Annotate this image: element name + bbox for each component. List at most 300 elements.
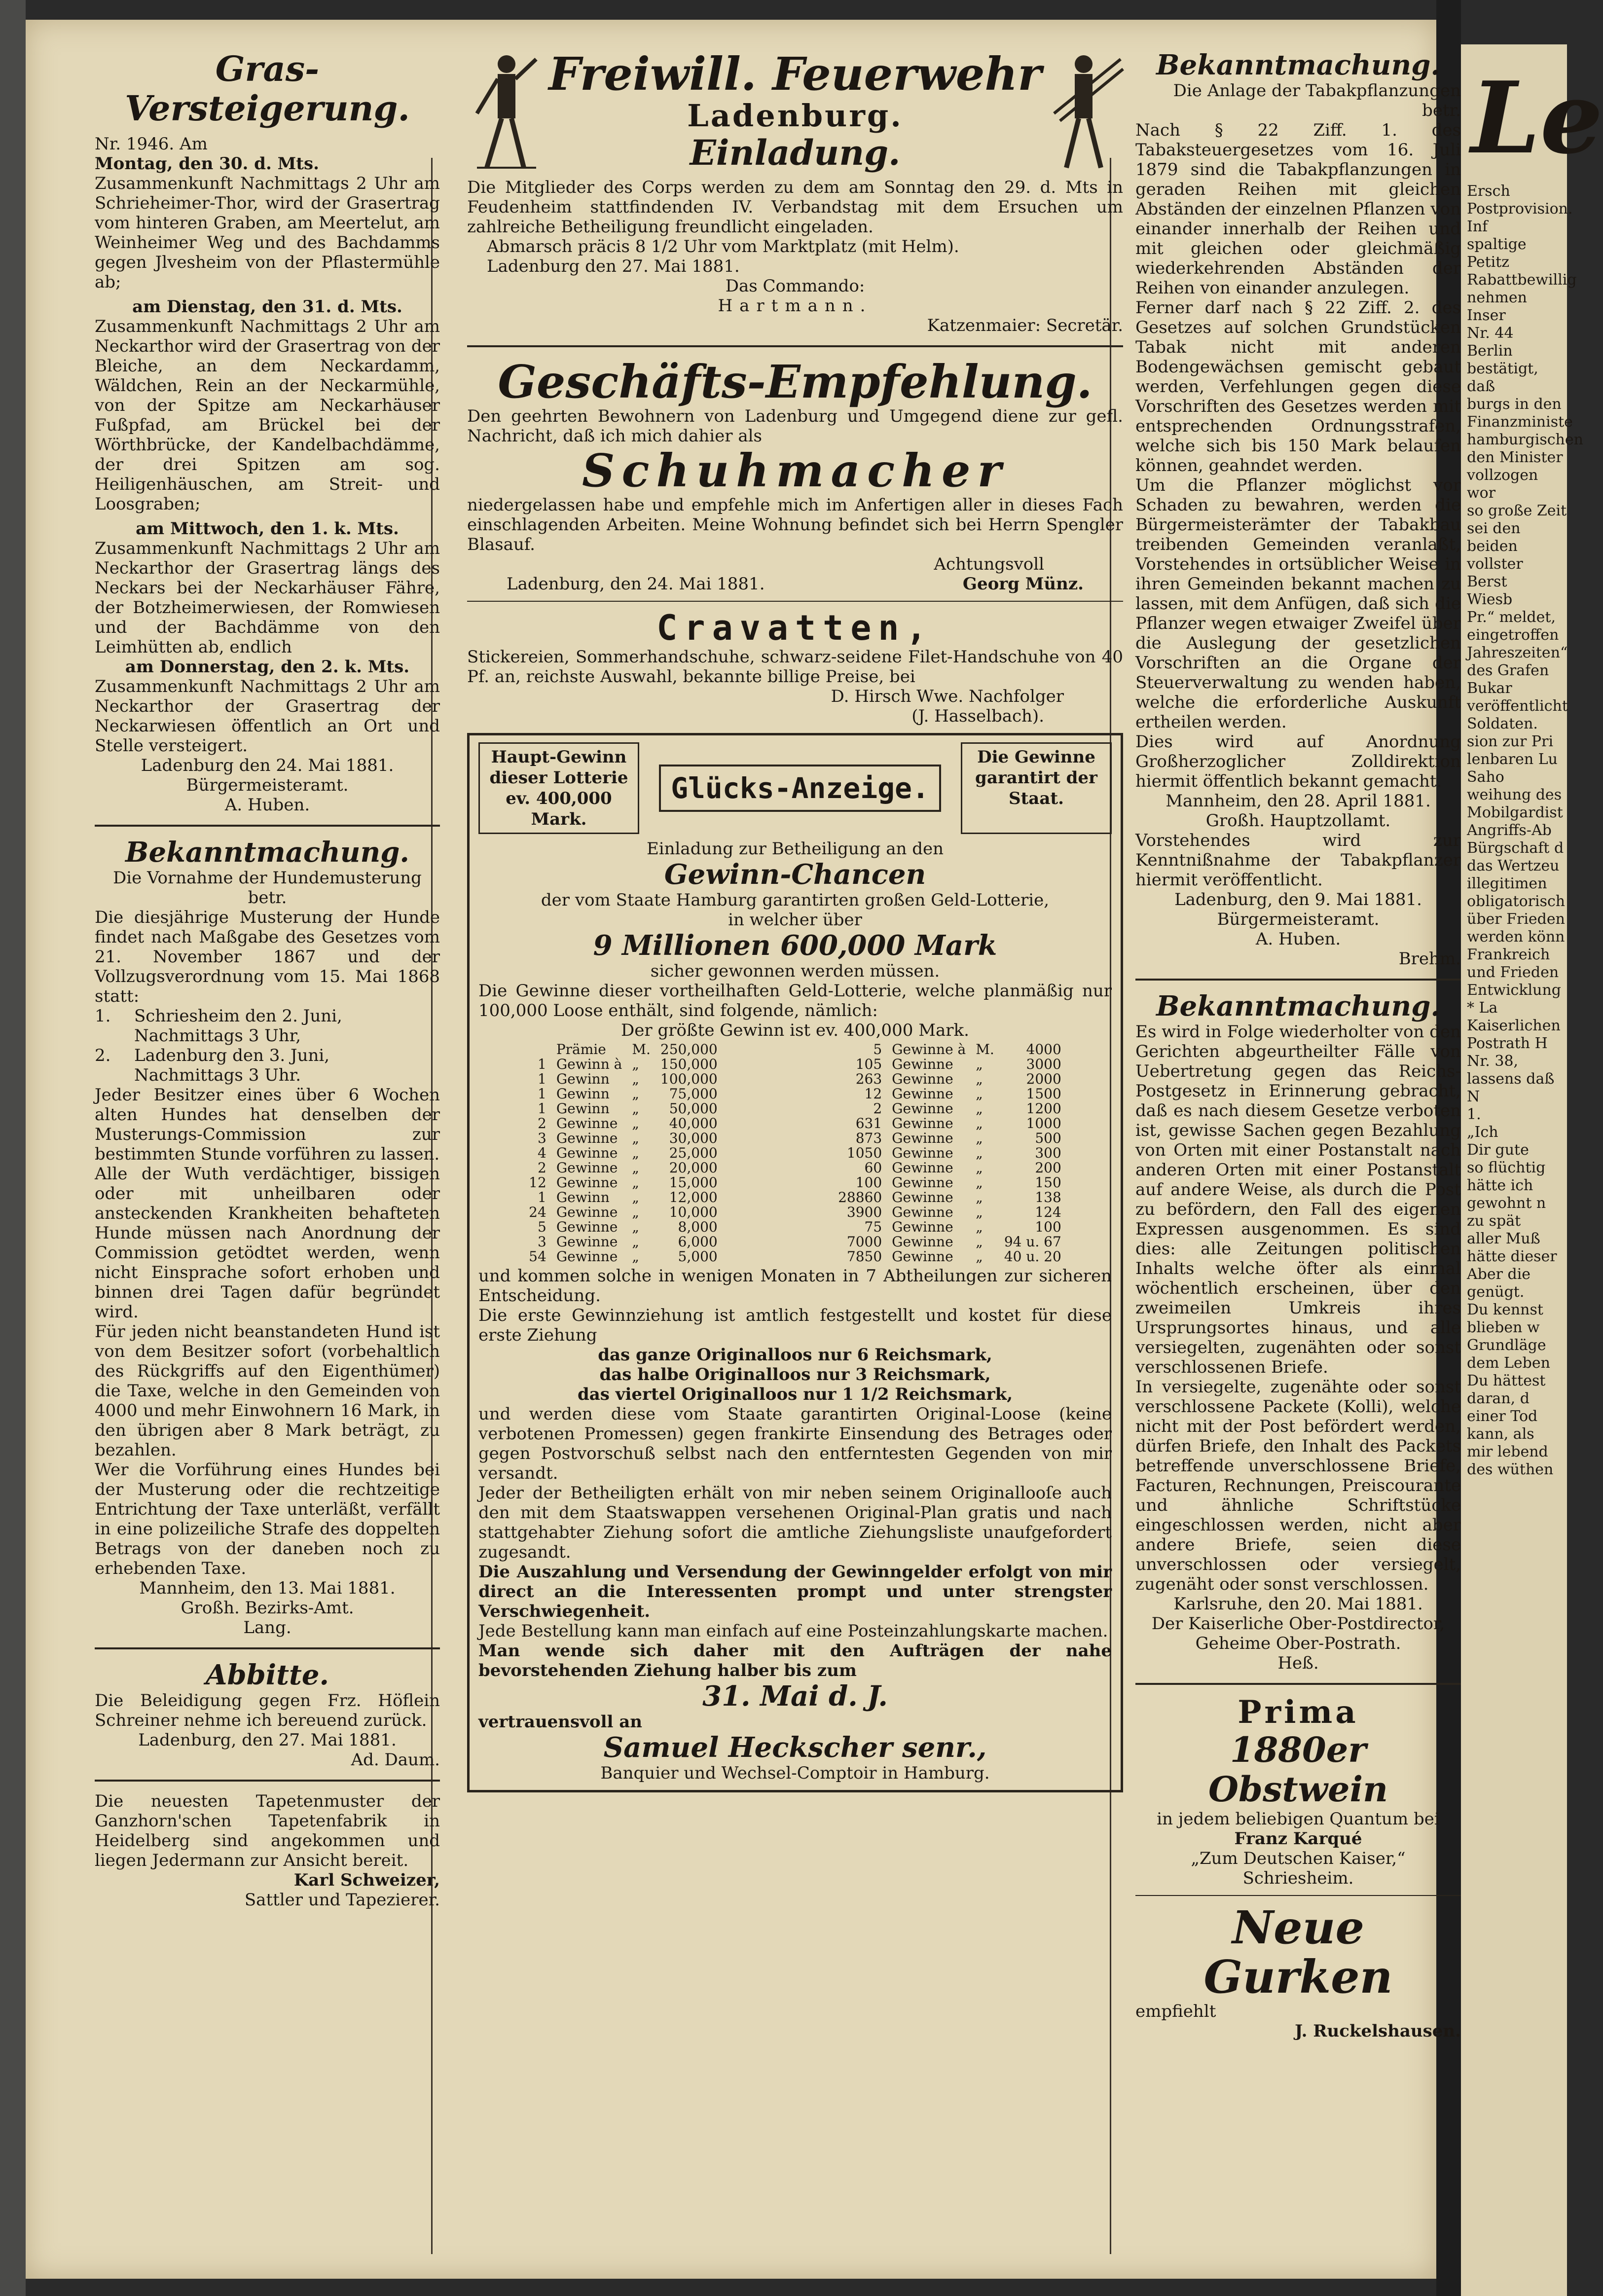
prize-cell: Gewinne (556, 1160, 618, 1176)
adjacent-text-line: Saho (1467, 768, 1504, 786)
prize-cell (524, 1042, 551, 1057)
notice-office: Großh. Hauptzollamt. (1205, 811, 1391, 831)
obstwein-notice (1135, 1695, 1461, 1888)
prize-cell: „ (632, 1086, 639, 1102)
fireman-figure-icon (467, 49, 541, 178)
prize-cell: 28860 (838, 1189, 882, 1205)
prize-cell: Gewinne (892, 1145, 953, 1161)
prize-cell: „ (976, 1086, 983, 1102)
prize-cell: 5,000 (678, 1248, 718, 1265)
lottery-price: das viertel Originalloos nur 1 1/2 Reichsmark, (577, 1385, 1013, 1404)
notice-office: Der Kaiserliche Ober-Postdirector, Geheime Ober-Postrath. (1151, 1614, 1445, 1653)
list-item (95, 1046, 440, 1085)
adjacent-text-line: Pr.“ meldet, (1467, 609, 1556, 626)
adjacent-text-line: nehmen Inser (1467, 289, 1527, 324)
prize-cell: 150,000 (660, 1056, 718, 1072)
adjacent-masthead: Le (1471, 60, 1603, 176)
lottery-advert (467, 733, 1123, 1792)
adjacent-text-line: lenbaren Lu (1467, 751, 1558, 768)
prize-cell: 100,000 (660, 1071, 718, 1087)
prize-cell: 1 (537, 1189, 546, 1205)
section-rule (467, 601, 1123, 602)
prize-cell: Gewinn (556, 1189, 610, 1205)
notice-paragraph: Die diesjährige Musterung der Hunde findet nach Maßgabe des Gesetzes vom 21. November 1867 und der Vollzugsverordnung vom 15. Mai 1868 statt: (95, 908, 440, 1006)
prize-cell: Gewinn (556, 1100, 610, 1117)
adjacent-text-line: Grundläge (1467, 1337, 1546, 1354)
adjacent-text-line: Rabattbewillig (1467, 271, 1577, 289)
newspaper-page (26, 20, 1461, 2279)
auction-day: am Donnerstag, den 2. k. Mts. (125, 657, 410, 677)
column-right (1135, 49, 1461, 2041)
book-binding (0, 0, 26, 2296)
prize-cell: 2000 (1026, 1071, 1061, 1087)
list-text: Schriesheim den 2. Juni, Nachmittags 3 Uhr, (134, 1006, 342, 1046)
notice-signer: (J. Hasselbach). (911, 706, 1044, 726)
notice-paragraph: Nach § 22 Ziff. 1. des Tabaksteuergesetzes vom 16. Juli 1879 sind die Tabakpflanzungen in geraden Reihen mit gleichen Abständen der einzelnen Pflanzen von einander innerhalb der Reihen und mit gleichen oder gleichmäßig wiederkehrenden Abständen der Reihen von einander anzulegen. (1135, 120, 1461, 298)
post-notice (1135, 990, 1461, 1673)
notice-closing: Achtungsvoll (934, 554, 1044, 574)
prize-cell: 3 (537, 1130, 546, 1146)
prize-cell: Gewinne (556, 1219, 618, 1235)
lottery-line: Die Auszahlung und Versendung der Gewinngelder erfolgt von mir direct an die Interessenten prompt und unter strengster Verschwiegenheit. (478, 1562, 1112, 1621)
notice-paragraph: Um die Pflanzer möglichst vor Schaden zu bewahren, werden die Bürgermeisterämter der Tabakbau treibenden Gemeinden veranlaßt, Vorstehendes in ortsüblicher Weise in ihren Gemeinden bekannt machen zu lassen, mit dem Anfügen, daß sich die Pflanzer wegen etwaiger Zweifel über die Auslegung der gesetzlichen Vorschriften an die Organe der Steuerverwaltung zu wenden haben, welche die erforderliche Auskunft ertheilen werden. (1135, 475, 1461, 732)
prize-table-left (524, 1042, 723, 1264)
prize-cell: „ (632, 1160, 639, 1176)
notice-paragraph: Abmarsch präcis 8 1/2 Uhr vom Marktplatz (mit Helm). (487, 237, 959, 256)
prize-row (524, 1116, 723, 1131)
lottery-box-left: Haupt-Gewinn dieser Lotterie ev. 400,000 Mark. (478, 742, 639, 834)
adjacent-text-line: Mobilgardist (1467, 804, 1563, 821)
notice-paragraph: Den geehrten Bewohnern von Ladenburg und Umgegend diene zur gefl. Nachricht, daß ich mich dahier als (467, 406, 1123, 446)
prize-cell: 1 (537, 1056, 546, 1072)
adjacent-text-line: Bürgschaft d (1467, 839, 1564, 857)
notice-signer: D. Hirsch Wwe. Nachfolger (831, 687, 1064, 706)
prize-cell: „ (976, 1145, 983, 1161)
prize-cell: „ (632, 1219, 639, 1235)
notice-title: Gras- (215, 48, 320, 89)
notice-place: „Zum Deutschen Kaiser,“ Schriesheim. (1191, 1849, 1406, 1888)
prize-row (524, 1131, 723, 1146)
prize-cell: Gewinne à (892, 1041, 966, 1057)
tapeten-notice (95, 1791, 440, 1910)
prize-row (833, 1205, 1066, 1220)
prize-cell: „ (976, 1100, 983, 1117)
prize-row (833, 1235, 1066, 1249)
notice-paragraph: Vorstehendes wird zur Kenntnißnahme der Tabakpflanzer hiermit veröffentlicht. (1135, 831, 1461, 890)
prize-cell: Gewinne (556, 1174, 618, 1191)
prize-cell: Gewinne (556, 1204, 618, 1220)
notice-signer: J. Ruckelshausen. (1295, 2021, 1461, 2041)
lottery-line: in welcher über (728, 910, 862, 930)
adjacent-text-line: Wiesb (1467, 591, 1513, 608)
notice-signer: Franz Karqué (1234, 1829, 1362, 1849)
prize-cell: 2 (873, 1100, 882, 1117)
notice-office: Bürgermeisteramt. (186, 775, 349, 795)
prize-cell: 75 (864, 1219, 882, 1235)
prize-cell: „ (632, 1100, 639, 1117)
prize-cell: 2 (537, 1115, 546, 1131)
notice-title: Cravatten, (656, 608, 934, 648)
prize-cell: Gewinne (556, 1248, 618, 1265)
adjacent-text-line: hätte dieser (1467, 1248, 1557, 1265)
adjacent-text-line: dem Leben (1467, 1354, 1550, 1372)
lottery-banker: Samuel Heckscher senr., (603, 1731, 987, 1764)
notice-title: Bekanntmachung. (1156, 990, 1440, 1022)
prize-cell: 7000 (846, 1234, 882, 1250)
prize-cell: Gewinne (556, 1115, 618, 1131)
auction-text: Zusammenkunft Nachmittags 2 Uhr am Neckarthor der Grasertrag der Neckarwiesen öffentlich an Ort und Stelle versteigert. (95, 677, 440, 756)
prize-cell: Gewinne (892, 1160, 953, 1176)
adjacent-text-line: vollzogen wor (1467, 467, 1538, 502)
prize-cell: Gewinne (892, 1219, 953, 1235)
prize-row (833, 1220, 1066, 1235)
lottery-line: Jede Bestellung kann man einfach auf eine Posteinzahlungskarte machen. (478, 1621, 1108, 1641)
adjacent-text-line: lassens daß (1467, 1070, 1555, 1088)
prize-cell: 3900 (846, 1204, 882, 1220)
prize-cell: 250,000 (660, 1041, 718, 1057)
notice-secretary: Katzenmaier: Secretär. (927, 316, 1123, 335)
adjacent-text-line: Soldaten. (1467, 715, 1538, 732)
notice-date: Ladenburg den 24. Mai 1881. (141, 756, 394, 775)
prize-row (524, 1249, 723, 1264)
adjacent-text-line: Ersch (1467, 182, 1510, 200)
prize-cell: „ (976, 1219, 983, 1235)
abbitte-notice (95, 1659, 440, 1770)
adjacent-text-line: Du hättest (1467, 1372, 1546, 1389)
prize-cell: „ (632, 1145, 639, 1161)
prize-cell: 4000 (1026, 1041, 1061, 1057)
prize-row (524, 1175, 723, 1190)
adjacent-text-line: Aber die (1467, 1266, 1531, 1283)
adjacent-text-line: daran, d (1467, 1390, 1530, 1407)
prize-cell: Gewinne (556, 1234, 618, 1250)
prize-cell: 50,000 (669, 1100, 718, 1117)
adjacent-text-line: 1. (1467, 1106, 1481, 1123)
prize-row (524, 1190, 723, 1205)
notice-signer: Karl Schweizer, (293, 1870, 440, 1890)
prize-cell: M. (976, 1041, 994, 1057)
notice-signer: Brehm. (1398, 949, 1461, 969)
adjacent-page (1461, 44, 1603, 2296)
prize-cell: Prämie (556, 1041, 606, 1057)
prize-row (833, 1190, 1066, 1205)
auction-day: am Dienstag, den 31. d. Mts. (132, 297, 402, 317)
adjacent-text-line: Berlin (1467, 342, 1513, 360)
adjacent-text-line: Finanzministe (1467, 413, 1573, 431)
prize-cell: Gewinne (556, 1145, 618, 1161)
adjacent-text-line: kann, als (1467, 1425, 1534, 1443)
adjacent-text-line: Bukar (1467, 680, 1512, 697)
prize-cell: 40 u. 20 (1004, 1248, 1061, 1265)
auction-text: Zusammenkunft Nachmittags 2 Uhr am Neckarthor wird der Grasertrag von der Bleiche, an dem Neckardamm, Wäldchen, Rein an der Neckarmühle, von der Spitze am Neckarhäuser Fußpfad, am Brückel bei der Wörthbrücke, der Kandelbachdämme, der drei Spitzen am sog. Heiligenhäuschen, am Streit- und Loosgraben; (95, 317, 440, 514)
prize-cell: 5 (537, 1219, 546, 1235)
lottery-line: Die Gewinne dieser vortheilhaften Geld-Lotterie, welche planmäßig nur 100,000 Loose enthält, sind folgende, nämlich: (478, 981, 1112, 1020)
lottery-line: der vom Staate Hamburg garantirten großen Geld-Lotterie, (541, 890, 1050, 910)
notice-paragraph: Alle der Wuth verdächtiger, bissigen oder mit unheilbaren oder ansteckenden Krankheiten behafteten Hunde müssen nach Anordnung der Commission getödtet werden, wenn nicht Einsprache sofort erhoben und binnen drei Tagen dafür begründet wird. (95, 1164, 440, 1322)
adjacent-text-line: blieben w (1467, 1319, 1540, 1336)
adjacent-text-line: Postprovision. (1467, 200, 1573, 218)
adjacent-text-line: das Wertzeu (1467, 857, 1560, 875)
lottery-line: und kommen solche in wenigen Monaten in 7 Abtheilungen zur sicheren Entscheidung. (478, 1266, 1112, 1306)
lottery-line: Einladung zur Betheiligung an den (646, 839, 944, 859)
notice-title: Versteigerung. (125, 88, 410, 129)
notice-title: Bekanntmachung. (125, 836, 409, 869)
adjacent-text-line: so große Zeit (1467, 502, 1567, 519)
prize-cell: 40,000 (669, 1115, 718, 1131)
prize-cell: „ (632, 1174, 639, 1191)
adjacent-text-line: „Ich (1467, 1124, 1498, 1141)
feuerwehr-notice (467, 49, 1123, 335)
prize-row (833, 1249, 1066, 1264)
lottery-header (478, 742, 1112, 834)
prize-cell: 263 (855, 1071, 882, 1087)
adjacent-text-line: hamburgischen (1467, 431, 1583, 448)
notice-date: Ladenburg, den 27. Mai 1881. (138, 1730, 397, 1750)
prize-cell: 500 (1035, 1130, 1061, 1146)
lottery-box-right: Die Gewinne garantirt der Staat. (961, 742, 1112, 834)
section-rule (1135, 1895, 1461, 1896)
prize-tables (478, 1040, 1112, 1266)
prize-cell: Gewinn à (556, 1056, 622, 1072)
notice-date: Mannheim, den 28. April 1881. (1166, 791, 1431, 811)
lottery-price: das halbe Originalloos nur 3 Reichsmark, (599, 1365, 991, 1385)
adjacent-text-line: Kaiserlichen (1467, 1017, 1561, 1034)
prize-cell: 2 (537, 1160, 546, 1176)
adjacent-text-line: einer Tod (1467, 1408, 1538, 1425)
notice-paragraph: Ferner darf nach § 22 Ziff. 2. des Gesetzes auf solchen Grundstücken Tabak nicht mit anderen Bodengewächsen gemischt gebaut werden, Verfehlungen gegen diese Vorschriften des Gesetzes werden mit entsprechenden Ordnungsstrafen, welche sich bis 150 Mark belaufen können, geahndet werden. (1135, 298, 1461, 475)
prize-cell: 1000 (1026, 1115, 1061, 1131)
notice-paragraph: Wer die Vorführung eines Hundes bei der Musterung oder die rechtzeitige Entrichtung der Taxe unterläßt, verfällt in eine polizeiliche Strafe des doppelten Betrags von der daneben noch zu erhebenden Taxe. (95, 1460, 440, 1578)
adjacent-text-line: Du kennst (1467, 1301, 1543, 1318)
prize-row (524, 1072, 723, 1087)
notice-number: Nr. 1946. Am (95, 134, 208, 154)
notice-title: 1880er Obstwein (1208, 1729, 1388, 1810)
prize-cell: 1 (537, 1086, 546, 1102)
adjacent-text-line: des wüthen (1467, 1461, 1554, 1478)
notice-subject: Die Vornahme der Hundemusterung betr. (113, 868, 422, 908)
section-rule (95, 1780, 440, 1782)
section-rule (467, 345, 1123, 347)
prize-cell: 3 (537, 1234, 546, 1250)
notice-paragraph: In versiegelte, zugenähte oder sonst verschlossene Packete (Kolli), welche nicht mit der Post befördert werden, dürfen Briefe, den Inhalt des Packets betreffende unverschlossene Briefe, Facturen, Rechnungen, Preiscourante und ähnliche Schriftstücke eingeschlossen werden, nicht aber andere Briefe, seien diese unverschlossen oder versiegelt, zugenäht oder sonst verschlossen. (1135, 1377, 1461, 1594)
notice-date: Ladenburg, den 9. Mai 1881. (1174, 890, 1422, 910)
section-rule (95, 825, 440, 827)
hunde-notice (95, 837, 440, 1638)
prize-cell: 24 (529, 1204, 546, 1220)
adjacent-text-line: den Minister (1467, 449, 1563, 466)
column-middle (467, 49, 1123, 1792)
prize-cell: 12,000 (669, 1189, 718, 1205)
adjacent-text (1461, 173, 1583, 1479)
prize-cell: 1200 (1026, 1100, 1061, 1117)
prize-cell: 150 (1035, 1174, 1061, 1191)
prize-cell: „ (632, 1071, 639, 1087)
notice-signer: A. Huben. (224, 795, 310, 815)
prize-cell: 1 (537, 1100, 546, 1117)
prize-row (833, 1101, 1066, 1116)
prize-cell: 105 (855, 1056, 882, 1072)
notice-signer: A. Huben. (1255, 929, 1341, 949)
prize-cell: 60 (864, 1160, 882, 1176)
notice-title: Neue Gurken (1203, 1901, 1393, 2004)
adjacent-text-line: Nr. 44 (1467, 325, 1514, 342)
prize-cell: „ (632, 1204, 639, 1220)
prize-row (833, 1116, 1066, 1131)
lottery-line: 9 Millionen 600,000 Mark (593, 929, 997, 962)
prize-cell: 124 (1035, 1204, 1061, 1220)
prize-cell: Gewinne (892, 1189, 953, 1205)
notice-title: Geschäfts-Empfehlung. (498, 355, 1093, 408)
notice-title: Abbitte. (206, 1659, 329, 1691)
prize-row (524, 1146, 723, 1161)
notice-paragraph: Die neuesten Tapetenmuster der Ganzhorn'schen Tapetenfabrik in Heidelberg sind angekommen und liegen Jedermann zur Ansicht bereit. (95, 1791, 440, 1870)
prize-cell: „ (976, 1071, 983, 1087)
prize-cell: 75,000 (669, 1086, 718, 1102)
cravatten-notice (467, 609, 1123, 726)
notice-signer: Hartmann. (718, 296, 873, 316)
notice-paragraph: niedergelassen habe und empfehle mich im Anfertigen aller in dieses Fach einschlagenden Arbeiten. Meine Wohnung befindet sich bei Herrn Spengler Blasauf. (467, 495, 1123, 554)
adjacent-text-line: und Frieden (1467, 964, 1559, 981)
prize-cell: 5 (873, 1041, 882, 1057)
section-rule (1135, 979, 1461, 981)
prize-row (833, 1072, 1066, 1087)
lottery-line: Jeder der Betheiligten erhält von mir neben seinem Originallooſe auch den mit dem Staatswappen versehenen Original-Plan gratis und nach stattgehabter Ziehung sofort die amtliche Ziehungsliste unaufgefordert zugesandt. (478, 1483, 1112, 1562)
notice-paragraph: Stickereien, Sommerhandschuhe, schwarz-seidene Filet-Handschuhe von 40 Pf. an, reichste Auswahl, bekannte billige Preise, bei (467, 647, 1123, 687)
adjacent-text-line: mir lebend (1467, 1443, 1548, 1460)
prize-cell: „ (632, 1248, 639, 1265)
adjacent-text-line: vollster Berst (1467, 555, 1523, 590)
auction-text: Zusammenkunft Nachmittags 2 Uhr am Neckarthor der Grasertrag längs des Neckars bei der Neckarhäuser Fähre, der Botzheimerwiesen, der Romwiesen und der Bachdämme von den Leimhütten ab, endlich (95, 539, 440, 657)
prize-cell: 3000 (1026, 1056, 1061, 1072)
notice-date: Ladenburg den 27. Mai 1881. (487, 256, 740, 276)
notice-paragraph: Die Beleidigung gegen Frz. Höflein Schreiner nehme ich bereuend zurück. (95, 1691, 440, 1730)
prize-cell: 873 (855, 1130, 882, 1146)
prize-cell: „ (976, 1160, 983, 1176)
adjacent-text-line: spaltige Petitz (1467, 236, 1527, 271)
prize-cell: 1 (537, 1071, 546, 1087)
adjacent-text-line: genügt. (1467, 1283, 1525, 1301)
prize-cell: Gewinne (892, 1115, 953, 1131)
notice-commando: Das Commando: (725, 276, 865, 296)
section-rule (95, 1647, 440, 1649)
adjacent-text-line: * La (1467, 999, 1498, 1017)
adjacent-text-line: weihung des (1467, 786, 1562, 803)
notice-paragraph: Die Mitglieder des Corps werden zu dem am Sonntag den 29. d. Mts in Feudenheim stattfindenden IV. Verbandstag mit dem Ersuchen um zahlreiche Betheiligung freundlicht eingeladen. (467, 178, 1123, 237)
prize-cell: Gewinne (892, 1234, 953, 1250)
prize-row (833, 1146, 1066, 1161)
notice-date: Ladenburg, den 24. Mai 1881. (507, 574, 765, 594)
prize-cell: 4 (537, 1145, 546, 1161)
adjacent-text-line: werden könn (1467, 928, 1565, 946)
adjacent-text-line: Nr. 38, (1467, 1053, 1519, 1070)
notice-date: Mannheim, den 13. Mai 1881. (139, 1578, 396, 1598)
prize-cell: 12 (864, 1086, 882, 1102)
notice-place: Ladenburg. (687, 98, 903, 134)
lottery-line: sicher gewonnen werden müssen. (650, 961, 940, 981)
notice-paragraph: Dies wird auf Anordnung Großherzoglicher Zolldirektion hiermit öffentlich bekannt gemacht. (1135, 732, 1461, 791)
adjacent-text-line: Entwicklung (1467, 982, 1561, 999)
prize-row (833, 1087, 1066, 1101)
lottery-line: Der größte Gewinn ist ev. 400,000 Mark. (621, 1020, 969, 1040)
prize-cell: 94 u. 67 (1004, 1234, 1061, 1250)
notice-title: Freiwill. Feuerwehr (548, 47, 1042, 101)
prize-table-right (833, 1042, 1066, 1264)
prize-cell: 54 (529, 1248, 546, 1265)
adjacent-text-line: Frankreich (1467, 946, 1550, 963)
prize-cell: „ (976, 1234, 983, 1250)
prize-cell: 6,000 (678, 1234, 718, 1250)
prize-row (524, 1205, 723, 1220)
prize-cell: Gewinne (892, 1100, 953, 1117)
prize-row (833, 1175, 1066, 1190)
notice-trade: Sattler und Tapezierer. (244, 1890, 440, 1910)
prize-cell: „ (976, 1174, 983, 1191)
adjacent-text-line: sion zur Pri (1467, 733, 1554, 750)
adjacent-text-line: burgs in den (1467, 396, 1562, 413)
prize-cell: 7850 (846, 1248, 882, 1265)
adjacent-text-line: Dir gute (1467, 1141, 1529, 1159)
prize-cell: „ (632, 1056, 639, 1072)
lottery-line: Die erste Gewinnziehung ist amtlich festgestellt und kostet für diese erste Ziehung (478, 1306, 1112, 1345)
adjacent-text-line: illegitimen (1467, 875, 1547, 892)
prize-cell: 200 (1035, 1160, 1061, 1176)
prize-row (524, 1057, 723, 1072)
list-number: 2. (95, 1046, 111, 1065)
prize-cell: „ (976, 1248, 983, 1265)
prize-cell: Gewinne (892, 1174, 953, 1191)
adjacent-text-line: bestätigt, daß (1467, 360, 1538, 395)
notice-date: Karlsruhe, den 20. Mai 1881. (1173, 1594, 1423, 1614)
notice-signer: Lang. (243, 1618, 291, 1638)
list-item (95, 1006, 440, 1046)
prize-row (833, 1057, 1066, 1072)
notice-signer: Georg Münz. (962, 574, 1084, 594)
prize-cell: Gewinne (892, 1086, 953, 1102)
section-rule (1135, 1683, 1461, 1685)
prize-cell: 100 (1035, 1219, 1061, 1235)
prize-cell: „ (976, 1204, 983, 1220)
prize-cell: Gewinne (892, 1130, 953, 1146)
lottery-deadline: 31. Mai d. J. (702, 1680, 888, 1713)
auction-day: am Mittwoch, den 1. k. Mts. (136, 519, 399, 539)
adjacent-text-line: sei den beiden (1467, 520, 1521, 555)
prize-cell: „ (632, 1115, 639, 1131)
auction-day: Montag, den 30. d. Mts. (95, 154, 319, 174)
prize-cell: 25,000 (669, 1145, 718, 1161)
prize-row (833, 1042, 1066, 1057)
tabak-notice (1135, 49, 1461, 969)
prize-cell: „ (632, 1130, 639, 1146)
adjacent-text-line: Jahreszeiten“ (1467, 644, 1568, 661)
notice-paragraph: Für jeden nicht beanstandeten Hund ist von dem Besitzer sofort (vorbehaltlich des Rückgriffs auf den Eigenthümer) die Taxe, welche in den Gemeinden von 4000 und mehr Einwohnern 16 Mark, in den übrigen aber 8 Mark beträgt, zu bezahlen. (95, 1322, 440, 1460)
notice-paragraph: Es wird in Folge wiederholter von den Gerichten abgeurtheilter Fälle von Uebertretung gegen das Reichs-Postgesetz in Erinnerung gebracht, daß es nach diesem Gesetze verboten ist, gewisse Sachen gegen Bezahlung von Orten mit einer Postanstalt nach anderen Orten mit einer Postanstalt auf andere Weise, als durch die Post zu befördern, den Fall des eigenen Expressen ausgenommen. Es sind dies: alle Zeitungen politischen Inhalts welche öfter als einmal wöchentlich erscheinen, über den zweimeilen Umkreis ihres Ursprungsortes hinaus, und alle versiegelten, zugenähten oder sonst verschlossenen Briefe. (1135, 1022, 1461, 1377)
prize-cell: „ (976, 1130, 983, 1146)
prize-cell: 20,000 (669, 1160, 718, 1176)
prize-row (524, 1220, 723, 1235)
prize-cell: „ (632, 1234, 639, 1250)
adjacent-text-line: N (1467, 1088, 1480, 1105)
prize-row (524, 1042, 723, 1057)
lottery-line: und werden diese vom Staate garantirten Original-Loose (keine verbotenen Promessen) gegen frankirte Einsendung des Betrages oder gegen Postvorschuß selbst nach den entferntesten Gegenden von mir versandt. (478, 1404, 1112, 1483)
gras-versteigerung-notice (95, 49, 440, 815)
prize-cell: 30,000 (669, 1130, 718, 1146)
lottery-line: Man wende sich daher mit den Aufträgen der nahe bevorstehenden Ziehung halber bis zum (478, 1641, 1112, 1680)
prize-cell: „ (632, 1189, 639, 1205)
prize-row (833, 1161, 1066, 1175)
prize-cell: M. (632, 1041, 651, 1057)
notice-paragraph: Jeder Besitzer eines über 6 Wochen alten Hundes hat denselben der Musterungs-Commission zur bestimmten Stunde vorführen zu lassen. (95, 1085, 440, 1164)
prize-cell: Gewinn (556, 1071, 610, 1087)
